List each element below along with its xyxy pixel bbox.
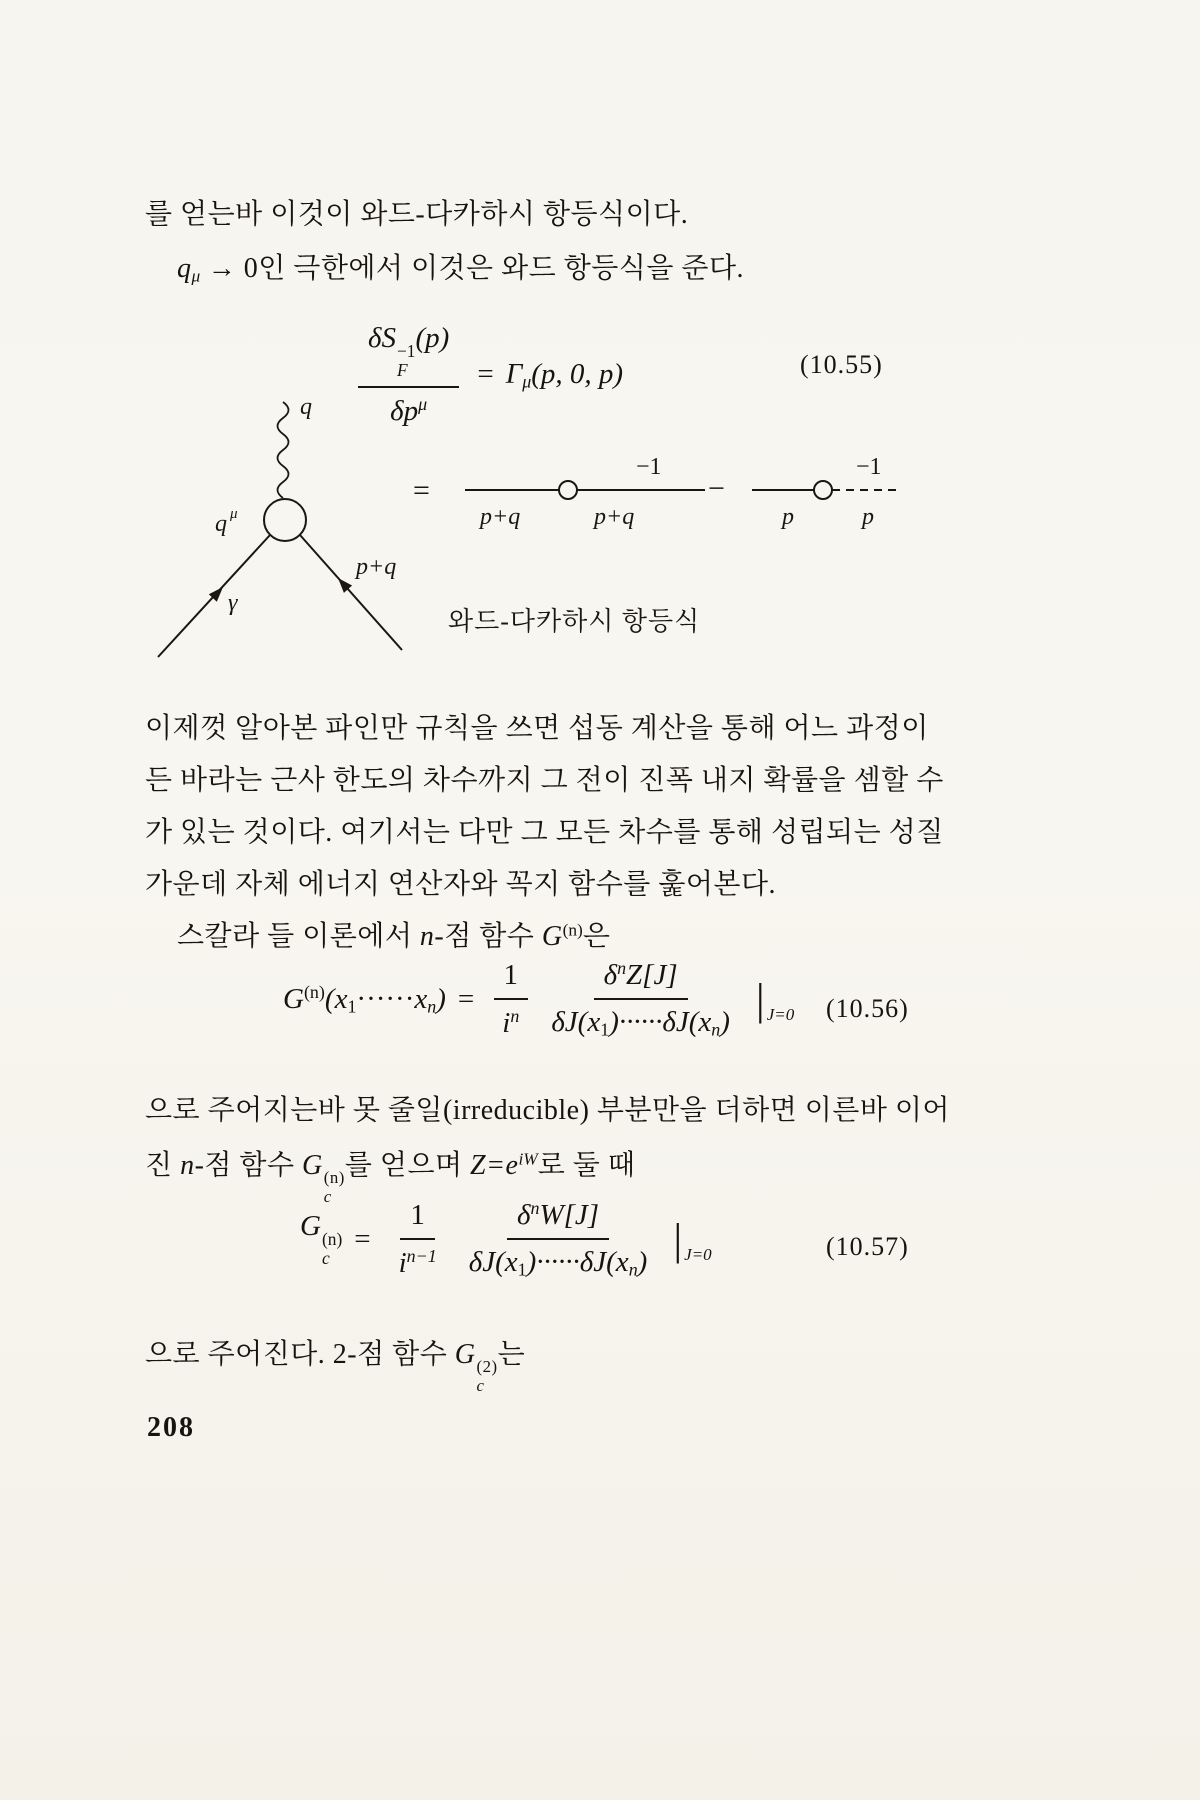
eq-10-56-functional-derivative bbox=[541, 958, 740, 1040]
p2-mid2: 를 얻으며 bbox=[344, 1150, 471, 1181]
diagram-minus-sign: − bbox=[708, 472, 725, 505]
Gc-subscript: c bbox=[323, 1186, 332, 1206]
evaluated-at bbox=[673, 1214, 711, 1265]
deltaJ-xn-sub: n bbox=[628, 1259, 638, 1280]
ellipsis-dots: ······ bbox=[356, 982, 415, 1015]
term1-label-under-right: p+q bbox=[594, 504, 635, 530]
i-exponent: n bbox=[510, 1005, 520, 1026]
equals-sign: = bbox=[457, 982, 475, 1015]
label-p-plus-q-leg: p+q bbox=[356, 554, 397, 580]
deltaJ-xn-open: )······δJ(x bbox=[526, 1245, 629, 1278]
delta-S: δS bbox=[368, 322, 396, 354]
fermion-leg-right bbox=[300, 535, 402, 650]
diagram-caption: 와드-다카하시 항등식 bbox=[448, 607, 701, 636]
S-sup-sub bbox=[397, 342, 416, 380]
G-symbol: G bbox=[283, 982, 304, 1015]
limit-arrow: → 0 bbox=[200, 253, 259, 284]
p-superscript-mu: μ bbox=[418, 393, 428, 414]
label-q-mu-base: q bbox=[215, 511, 227, 537]
intro-line-1: 를 얻는바 이것이 와드-다카하시 항등식이다. bbox=[145, 199, 689, 230]
evaluated-at bbox=[756, 974, 794, 1025]
math-n: n bbox=[180, 1150, 195, 1181]
deltaJ-close: ) bbox=[720, 1005, 730, 1038]
photon-wavy-line bbox=[278, 402, 289, 498]
Gc-superscript: (n) bbox=[323, 1168, 345, 1188]
xn-symbol: x bbox=[414, 982, 428, 1015]
self-energy-blob-2 bbox=[814, 481, 832, 499]
Gc-superscript: (n) bbox=[321, 1228, 343, 1249]
equals-sign: = bbox=[354, 1222, 371, 1255]
gamma-arguments: (p, 0, p) bbox=[531, 357, 624, 390]
page-number: 208 bbox=[147, 1412, 195, 1443]
eq-10-56-prefactor-fraction bbox=[492, 959, 529, 1040]
Gc2-subscript: c bbox=[476, 1375, 485, 1395]
paragraph1-line1: 이제껏 알아본 파인만 규칙을 쓰면 섭동 계산을 통해 어느 과정이 bbox=[145, 713, 929, 744]
intro-line-2-text: 인 극한에서 이것은 와드 항등식을 준다. bbox=[258, 253, 744, 284]
W-of-J: W[J] bbox=[539, 1198, 600, 1231]
feynman-diagram bbox=[130, 388, 990, 673]
deltaJ-xn-sub: n bbox=[711, 1019, 721, 1040]
paragraph1-line2: 든 바라는 근사 한도의 차수까지 그 전이 진폭 내지 확률을 셈할 수 bbox=[145, 765, 944, 796]
eq-10-57-lhs bbox=[300, 1210, 342, 1268]
math-G: G bbox=[541, 921, 563, 952]
vertex-blob bbox=[264, 499, 306, 541]
i-symbol: i bbox=[502, 1006, 511, 1039]
paragraph1-line4: 가운데 자체 에너지 연산자와 꼭지 함수를 훑어본다. bbox=[145, 869, 777, 900]
delta-symbol: δ bbox=[517, 1198, 531, 1231]
term1-label-under-left: p+q bbox=[480, 504, 521, 530]
math-Z-eq-e: Z=e bbox=[470, 1150, 519, 1181]
args-open: (x bbox=[324, 982, 348, 1015]
delta-symbol: δ bbox=[603, 958, 618, 991]
G-superscript: (n) bbox=[303, 981, 325, 1002]
evaluation-bar: | bbox=[673, 1214, 683, 1264]
scalar-line-post: 은 bbox=[582, 921, 611, 952]
functional-numerator bbox=[507, 1198, 609, 1240]
arg-p: (p) bbox=[415, 322, 450, 354]
gamma-symbol: Γ bbox=[505, 357, 523, 390]
gamma-subscript: μ bbox=[522, 371, 532, 392]
p2-pre: 진 bbox=[145, 1150, 181, 1181]
diagram-equals-sign: = bbox=[413, 474, 430, 507]
closing-post: 는 bbox=[497, 1339, 526, 1370]
term2-label-minus-one: −1 bbox=[856, 454, 882, 480]
math-Gc: G bbox=[302, 1150, 323, 1181]
deltaJ-x1-open: δJ(x bbox=[551, 1005, 601, 1038]
Gc-sup-sub bbox=[322, 1230, 342, 1268]
label-gamma: γ bbox=[228, 590, 238, 616]
evaluation-condition: J=0 bbox=[766, 1004, 795, 1024]
Gc-subscript: c bbox=[321, 1247, 330, 1268]
Gc2-superscript: (2) bbox=[476, 1357, 498, 1377]
scalar-line-pre: 스칼라 들 이론에서 bbox=[177, 921, 420, 952]
closing-pre: 으로 주어진다. 2-점 함수 bbox=[145, 1339, 455, 1370]
math-q: q bbox=[177, 253, 192, 284]
equals-sign: = bbox=[477, 358, 494, 391]
Z-of-J: Z[J] bbox=[626, 958, 678, 991]
deltaJ-xn-open: )······δJ(x bbox=[609, 1005, 712, 1038]
prefactor-numerator: 1 bbox=[400, 1199, 435, 1240]
term1-label-minus-one: −1 bbox=[636, 454, 662, 480]
equation-10-57 bbox=[300, 1198, 712, 1280]
G-symbol: G bbox=[300, 1210, 321, 1243]
eq-10-57-functional-derivative bbox=[459, 1198, 658, 1280]
self-energy-blob-1 bbox=[559, 481, 577, 499]
math-n: n bbox=[419, 921, 435, 952]
paragraph1-line3: 가 있는 것이다. 여기서는 다만 그 모든 차수를 통해 성립되는 성질 bbox=[145, 817, 944, 848]
S-subscript: F bbox=[396, 359, 408, 380]
equation-tag-10-57: (10.57) bbox=[826, 1232, 909, 1261]
paragraph2-line2 bbox=[145, 1143, 635, 1206]
math-q-subscript: μ bbox=[191, 266, 201, 286]
p2-post: 로 둘 때 bbox=[537, 1150, 636, 1181]
term2-label-under-right: p bbox=[862, 504, 874, 530]
eq-10-56-lhs bbox=[283, 982, 446, 1017]
deltaJ-close: ) bbox=[637, 1245, 648, 1278]
p2-mid1: -점 함수 bbox=[194, 1150, 303, 1181]
i-symbol: i bbox=[398, 1246, 407, 1279]
deltaJ-x1-sub: 1 bbox=[517, 1259, 527, 1280]
evaluation-condition: J=0 bbox=[684, 1244, 712, 1264]
i-exponent: n−1 bbox=[406, 1245, 437, 1266]
prefactor-denominator bbox=[389, 1240, 447, 1280]
scalar-line-mid: -점 함수 bbox=[434, 921, 542, 952]
intro-line-2 bbox=[177, 246, 744, 286]
scalar-theory-line bbox=[177, 914, 610, 954]
prefactor-denominator bbox=[492, 1000, 529, 1040]
functional-numerator bbox=[594, 958, 688, 1000]
delta-p: δp bbox=[390, 394, 419, 427]
equation-10-56 bbox=[283, 958, 794, 1040]
label-q-mu-sup: μ bbox=[230, 506, 238, 522]
eq-10-55-numerator bbox=[358, 322, 459, 388]
delta-exponent: n bbox=[530, 1198, 540, 1218]
args-close: ) bbox=[436, 982, 446, 1015]
deltaJ-x1-open: δJ(x bbox=[468, 1245, 518, 1278]
label-photon-q: q bbox=[300, 394, 312, 420]
functional-denominator bbox=[541, 1000, 740, 1040]
delta-exponent: n bbox=[617, 958, 627, 978]
x1-subscript: 1 bbox=[347, 995, 357, 1016]
Gc2-sup-sub bbox=[477, 1358, 498, 1395]
xn-subscript: n bbox=[427, 995, 437, 1016]
S-superscript: −1 bbox=[396, 340, 416, 361]
equation-tag-10-56: (10.56) bbox=[826, 994, 909, 1023]
closing-line bbox=[145, 1332, 525, 1395]
e-exponent-iW: iW bbox=[518, 1149, 538, 1169]
math-Gc2: G bbox=[454, 1339, 476, 1370]
math-G-superscript: (n) bbox=[562, 920, 583, 940]
equation-tag-10-55: (10.55) bbox=[800, 350, 883, 379]
functional-denominator bbox=[459, 1240, 658, 1280]
paragraph2-line1: 으로 주어지는바 못 줄일(irreducible) 부분만을 더하면 이른바 이어 bbox=[145, 1095, 950, 1126]
term2-label-under-left: p bbox=[782, 504, 794, 530]
eq-10-57-prefactor-fraction bbox=[389, 1199, 447, 1280]
eq-10-55-rhs bbox=[506, 358, 623, 392]
evaluation-bar: | bbox=[755, 974, 765, 1024]
prefactor-numerator: 1 bbox=[494, 959, 529, 1000]
deltaJ-x1-sub: 1 bbox=[600, 1019, 610, 1040]
